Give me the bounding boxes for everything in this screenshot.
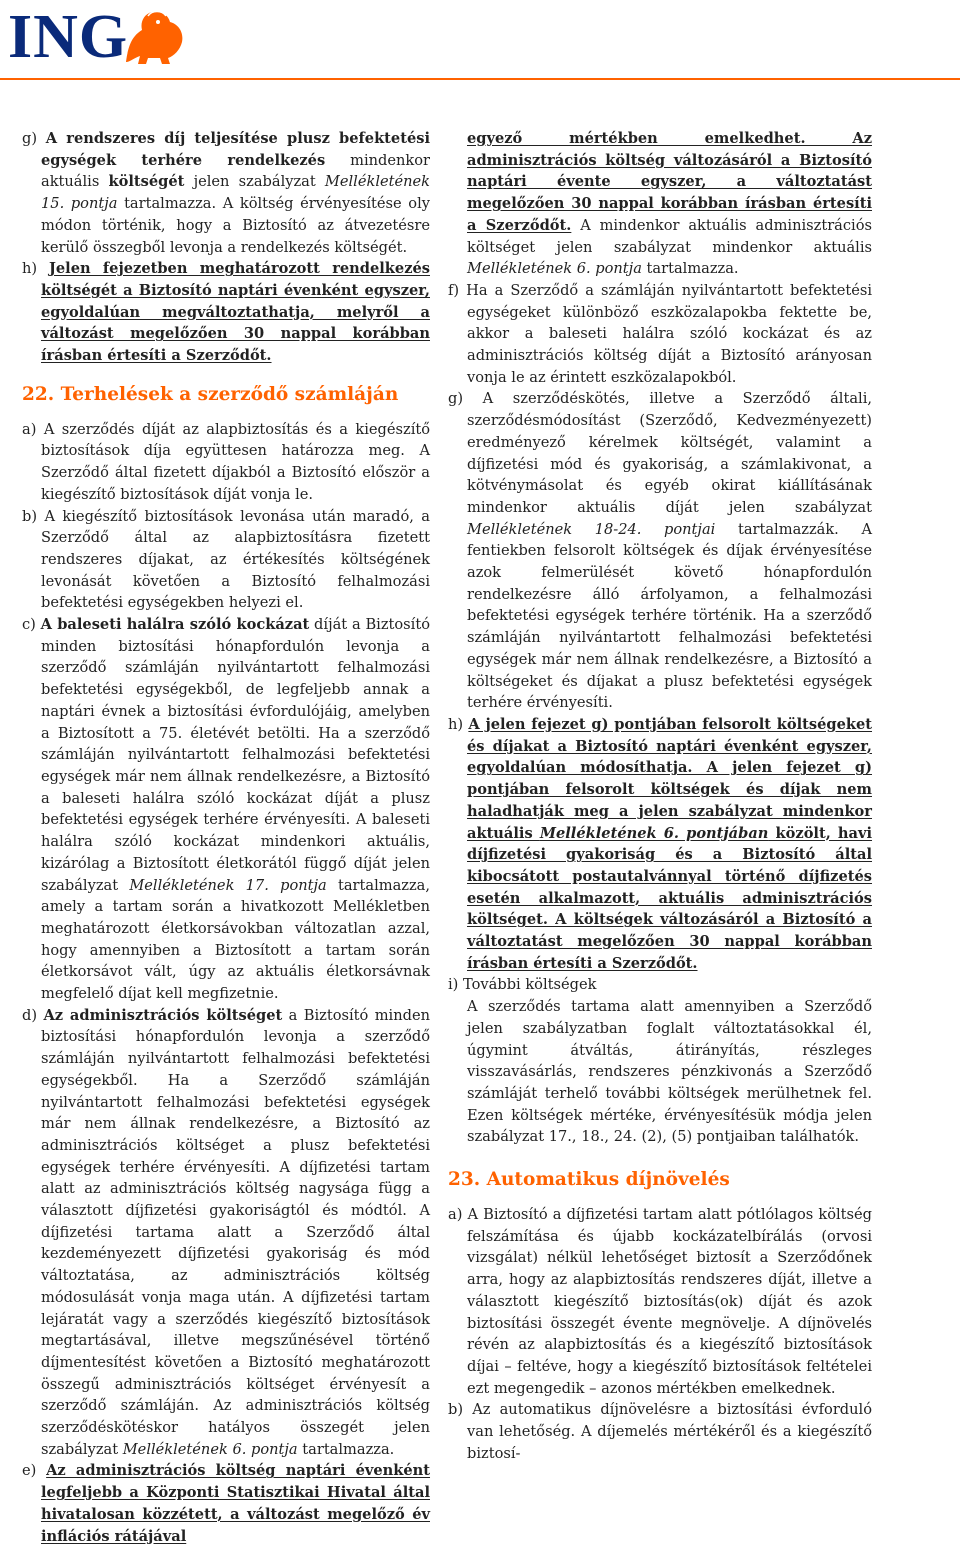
- left-item-c: c) A baleseti halálra szóló kockázat díját a Biztosító minden biztosítási hónapfordulón levonja a szerződő számláján nyilvántartott felhalmozási befektetési egységekből, de legfeljebb annak a naptári évnek a biztosítási évfordulójáig, amelyben a Biztosított a 75. életévét betölti. Ha a szerződő számláján nyilvántartott felhalmozási befektetési egységek már nem állnak rendelkezésre, a Biztosító a baleseti halálra szóló kockázat díját a plusz befektetési egységek terhére érvényesíti. A baleseti halálra szóló kockázat mindenkori aktuális, kizárólag a Biztosított életkorától függő díját jelen szabályzat Mellékletének 17. pontja tartalmazza, amely a tartam során a hivatkozott Mellékletben meghatározott életkorsávokban változatlan azzal, hogy amennyiben a Biztosított a tartam során életkorsávot vált, úgy az aktuális életkorsávnak megfelelő díjat kell megfizetnie.: [22, 616, 430, 1003]
- page-header: [0, 0, 960, 78]
- left-item-b: b) A kiegészítő biztosítások levonása után maradó, a Szerződő által az alapbiztosításra fizetett rendszeres díjakat, az értékesítés költségének levonását követően a Biztosító felhalmozási befektetési egységekben helyezi el.: [22, 507, 430, 612]
- section-heading-22: 22. Terhelések a szerződő számláján: [22, 383, 399, 405]
- left-column: [22, 128, 430, 1547]
- right-item-e-continued: egyező mértékben emelkedhet. Az adminisztrációs költség változásáról a Biztosító naptári évente egyszer, a változtatást megelőzően 30 nappal korábban írásban értesíti a Szerződőt. A mindenkor aktuális adminisztrációs költséget jelen szabályzat mindenkor aktuális Mellékletének 6. pontja tartalmazza.: [467, 130, 872, 278]
- right-item-h: h) A jelen fejezet g) pontjában felsorolt költségeket és díjakat a Biztosító naptári évenként egyszer, egyoldalúan módosíthatja. A jelen fejezet g) pontjában felsorolt költségek és díjak nem haladhatják meg a jelen szabályzat mindenkor aktuális Mellékletének 6. pontjában közölt, havi díjfizetési gyakoriság és a Biztosító által kibocsátott postautalvánnyal történő díjfizetés esetén alkalmazott, aktuális adminisztrációs költséget. A költségek változásáról a Biztosító a változtatást megelőzően 30 nappal korábban írásban értesíti a Szerződőt.: [448, 715, 873, 972]
- header-rule: [0, 78, 960, 80]
- left-item-g: g) A rendszeres díj teljesítése plusz befektetési egységek terhére rendelkezés mindenkor aktuális költségét jelen szabályzat Mellékletének 15. pontja tartalmazza. A költség érvényesítése oly módon történik, hogy a Biztosító az átvezetésre kerülő összegből levonja a rendelkezés költségét.: [22, 130, 430, 256]
- right-item-g: g) A szerződéskötés, illetve a Szerződő általi, szerződésmódosítást (Szerződő, Kedvezményezett) eredményező kérelmek költségét, valamint a díjfizetési mód és gyakoriság, a számlakivonat, a kötvénymásolat és egyéb okirat kiállításának mindenkor aktuális díját jelen szabályzat Mellékletének 18-24. pontjai tartalmazzák. A fentiekben felsorolt költségek és díjak érvényesítése azok felmerülését követő hónapfordulón rendelkezésre álló árfolyamon, a felhalmozási befektetési egységek terhére történik. Ha a szerződő számláján nyilvántartott felhalmozási befektetési egységek már nem állnak rendelkezésre, a Biztosító a költségeket és díjakat a plusz befektetési egységek terhére érvényesíti.: [448, 390, 873, 712]
- section-heading-23: 23. Automatikus díjnövelés: [448, 1169, 730, 1191]
- right-item-i: i) További költségek: [448, 976, 597, 994]
- left-item-a: a) A szerződés díját az alapbiztosítás és a kiegészítő biztosítások díja együttesen határozza meg. A Szerződő által fizetett díjakból a Biztosító először a kiegészítő biztosítások díját vonja le.: [22, 420, 431, 503]
- left-item-d: d) Az adminisztrációs költséget a Biztosító minden biztosítási hónapfordulón levonja a szerződő számláján nyilvántartott felhalmozási befektetési egységekből. Ha a Szerződő számláján nyilvántartott felhalmozási befektetési egységek már nem állnak rendelkezésre, a Biztosító az adminisztrációs költséget a plusz befektetési egységek terhére érvényesíti. A díjfizetési tartam alatt az adminisztrációs költség nagysága függ a választott díjfizetési gyakoriságtól és módtól. A díjfizetési tartama alatt a Szerződő által kezdeményezett díjfizetési gyakoriság és mód változtatása, az adminisztrációs költség módosulását vonja maga után. A díjfizetési tartam lejáratát vagy a szerződés kiegészítő biztosítások megtartásával, illetve megszűnésével történő díjmentesítést követően a Biztosító meghatározott összegű adminisztrációs költséget érvényesít a szerződő számláján. Az adminisztrációs költség szerződéskötéskor hatályos összegét jelen szabályzat Mellékletének 6. pontja tartalmazza.: [22, 1006, 431, 1458]
- lion-icon: [118, 6, 190, 68]
- right-item-a: a) A Biztosító a díjfizetési tartam alatt pótlólagos költség felszámítása és újabb kockázatelbírálás (orvosi vizsgálat) nélkül lehetőséget biztosít a Szerződőnek arra, hogy az alapbiztosítás rendszeres díját, illetve a választott kiegészítő biztosítás(ok) díját és azok biztosítási összegét évente megnövelje. A díjnövelés révén az alapbiztosítás és a kiegészítő biztosítások díjai – feltéve, hogy a kiegészítő biztosítások feltételei ezt megengedik – azonos mértékben emelkednek.: [448, 1206, 873, 1397]
- left-item-h: h) Jelen fejezetben meghatározott rendelkezés költségét a Biztosító naptári évenként egyszer, egyoldalúan megváltoztathatja, melyről a változást megelőzően 30 nappal korábban írásban értesíti a Szerződőt.: [22, 260, 430, 365]
- right-item-i-text: A szerződés tartama alatt amennyiben a Szerződő jelen szabályzatban foglalt változtatásokkal él, úgymint átváltás, átirányítás, részleges visszavásárlás, rendszeres pénzkivonás a Szerződő számláját terhelő további költségek merülhetnek fel. Ezen költségek mértéke, érvényesítésük módja jelen szabályzat 17., 18., 24. (2), (5) pontjaiban találhatók.: [467, 998, 872, 1146]
- right-column: [448, 128, 872, 1464]
- ing-logo: ING: [8, 3, 129, 71]
- right-item-b: b) Az automatikus díjnövelésre a biztosítási évforduló van lehetőség. A díjemelés mértékéről és a kiegészítő biztosí-: [448, 1401, 872, 1462]
- left-item-e: e) Az adminisztrációs költség naptári évenként legfeljebb a Központi Statisztikai Hivatal által hivatalosan közzétett, a változást megelőző év inflációs rátájával: [22, 1462, 431, 1545]
- right-item-f: f) Ha a Szerződő a számláján nyilvántartott befektetési egységeket különböző eszközalapokba fektette be, akkor a baleseti halálra szóló kockázat és az adminisztrációs költség díját a Biztosító arányosan vonja le az érintett eszközalapokból.: [448, 281, 872, 386]
